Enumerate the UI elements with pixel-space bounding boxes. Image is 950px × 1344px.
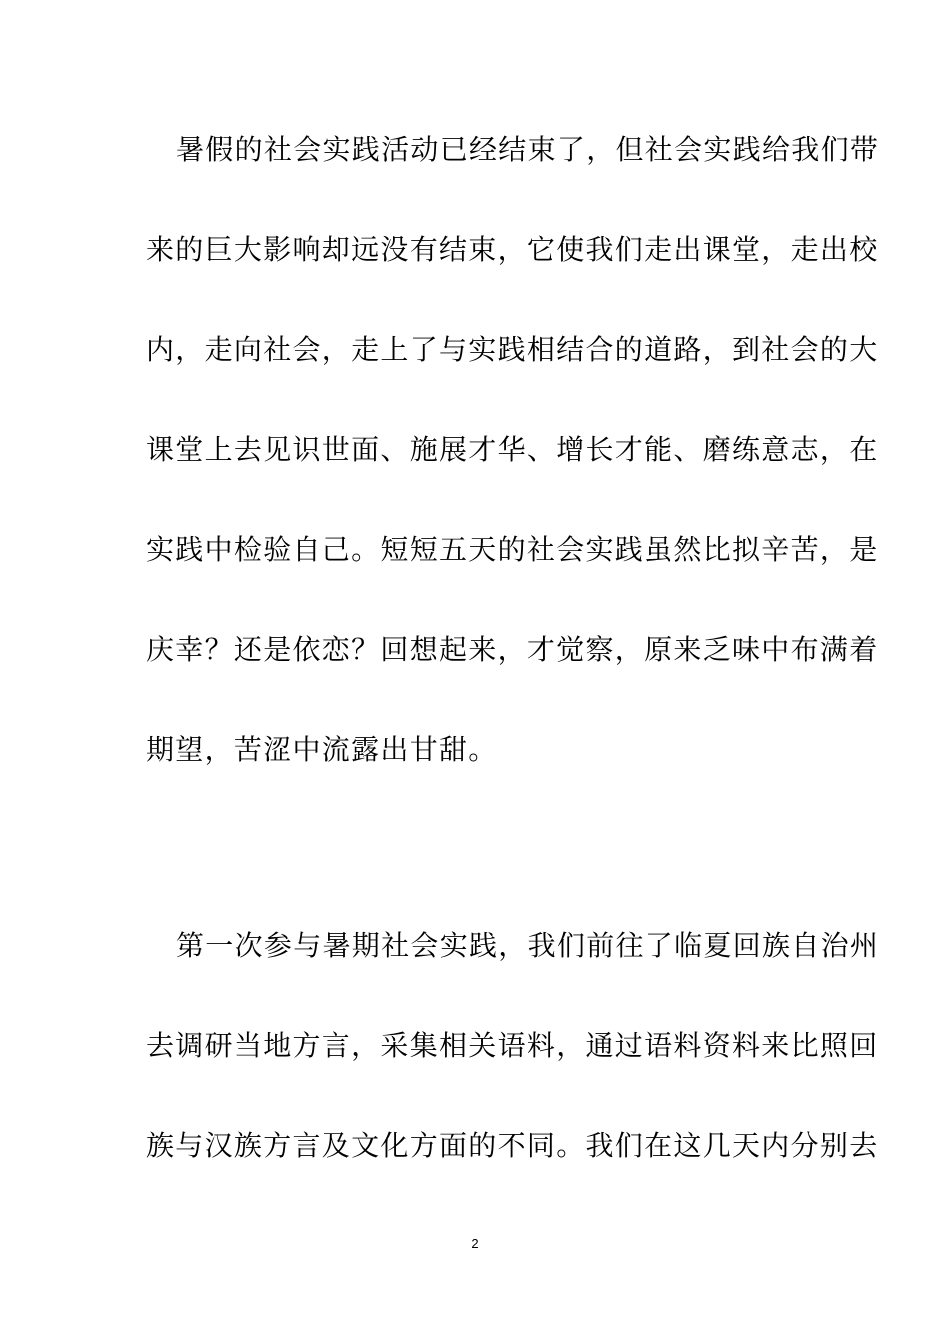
paragraph-line: 第一次参与暑期社会实践，我们前往了临夏回族自治州 [176,929,880,962]
paragraph-line: 族与汉族方言及文化方面的不同。我们在这几天内分别去 [146,1129,879,1162]
paragraph-line: 来的巨大影响却远没有结束，它使我们走出课堂，走出校 [146,233,879,266]
page-number: 2 [471,1236,479,1251]
paragraph-line: 暑假的社会实践活动已经结束了，但社会实践给我们带 [176,133,880,166]
paragraph-line: 期望，苦涩中流露出甘甜。 [146,733,498,766]
paragraph-line: 去调研当地方言，采集相关语料，通过语料资料来比照回 [146,1029,879,1062]
paragraph-line: 实践中检验自己。短短五天的社会实践虽然比拟辛苦，是 [146,533,879,566]
paragraph-line: 庆幸？还是依恋？回想起来，才觉察，原来乏味中布满着 [146,633,879,666]
paragraph-line: 内，走向社会，走上了与实践相结合的道路，到社会的大 [146,333,879,366]
paragraph-line: 课堂上去见识世面、施展才华、增长才能、磨练意志，在 [146,433,879,466]
